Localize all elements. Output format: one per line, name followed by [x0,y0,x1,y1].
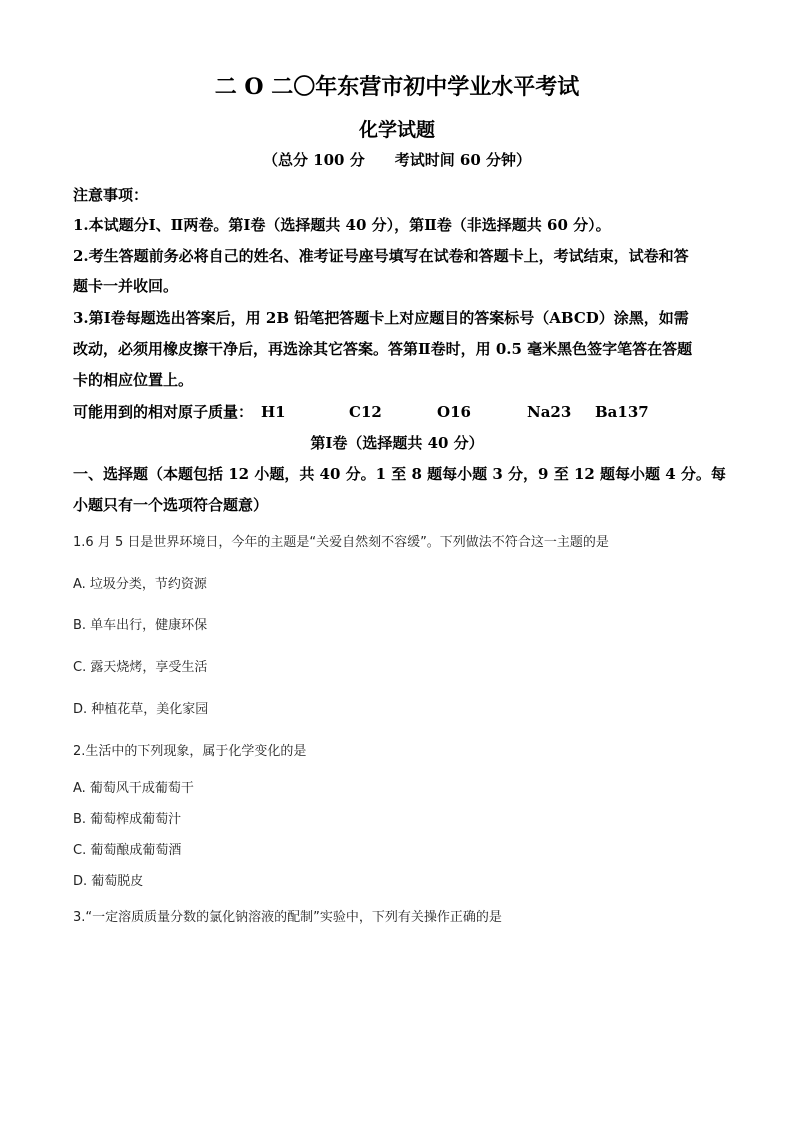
question-1-option-b: B. 单车出行，健康环保 [73,618,208,633]
note-item-3-line-1: 3.第Ⅰ卷每题选出答案后，用 2B 铅笔把答题卡上对应题目的答案标号（ABCD）涂黑，如需 [73,309,689,327]
exam-subtitle: 化学试题 [358,119,435,141]
notes-heading: 注意事项： [73,186,149,204]
part1-heading: 第Ⅰ卷（选择题共 40 分） [310,434,484,452]
mass-c: C12 [349,403,382,421]
mass-h: H1 [261,403,286,421]
score-info: （总分 100 分 考试时间 60 分钟） [262,151,532,169]
note-item-1: 1.本试题分Ⅰ、Ⅱ两卷。第Ⅰ卷（选择题共 40 分），第Ⅱ卷（非选择题共 60 分）。 [73,216,611,234]
section-instructions-line-2: 小题只有一个选项符合题意） [73,496,269,514]
mass-o: O16 [437,403,471,421]
question-1-option-d: D. 种植花草，美化家园 [73,702,209,717]
question-2-option-d: D. 葡萄脱皮 [73,874,144,889]
exam-title: 二 O 二〇年东营市初中学业水平考试 [214,74,580,100]
section-instructions-line-1: 一、选择题（本题包括 12 小题，共 40 分。1 至 8 题每小题 3 分，9 至 12 题每小题 4 分。每 [73,465,726,483]
note-item-3-line-3: 卡的相应位置上。 [73,371,194,389]
question-1-option-c: C. 露天烧烤，享受生活 [73,660,208,675]
atomic-masses [73,401,649,422]
atomic-masses-label: 可能用到的相对原子质量： [73,403,254,421]
question-2-option-b: B. 葡萄榨成葡萄汁 [73,812,182,827]
mass-ba: Ba137 [595,403,649,421]
note-item-3-line-2: 改动，必须用橡皮擦干净后，再选涂其它答案。答第Ⅱ卷时，用 0.5 毫米黑色签字笔答在答题 [73,340,693,358]
question-2-option-a: A. 葡萄风干成葡萄干 [73,781,194,796]
question-2-option-c: C. 葡萄酿成葡萄酒 [73,843,182,858]
question-2-stem: 2.生活中的下列现象，属于化学变化的是 [73,744,307,759]
question-1-option-a: A. 垃圾分类，节约资源 [73,577,207,592]
note-item-2-line-1: 2.考生答题前务必将自己的姓名、准考证号座号填写在试卷和答题卡上，考试结束，试卷和答 [73,247,689,265]
note-item-2-line-2: 题卡一并收回。 [73,277,179,295]
mass-na: Na23 [527,403,572,421]
question-1-stem: 1.6 月 5 日是世界环境日，今年的主题是“关爱自然刻不容缓”。下列做法不符合这一主题的是 [73,535,609,550]
question-3-stem: 3.“一定溶质质量分数的氯化钠溶液的配制”实验中，下列有关操作正确的是 [73,910,502,925]
